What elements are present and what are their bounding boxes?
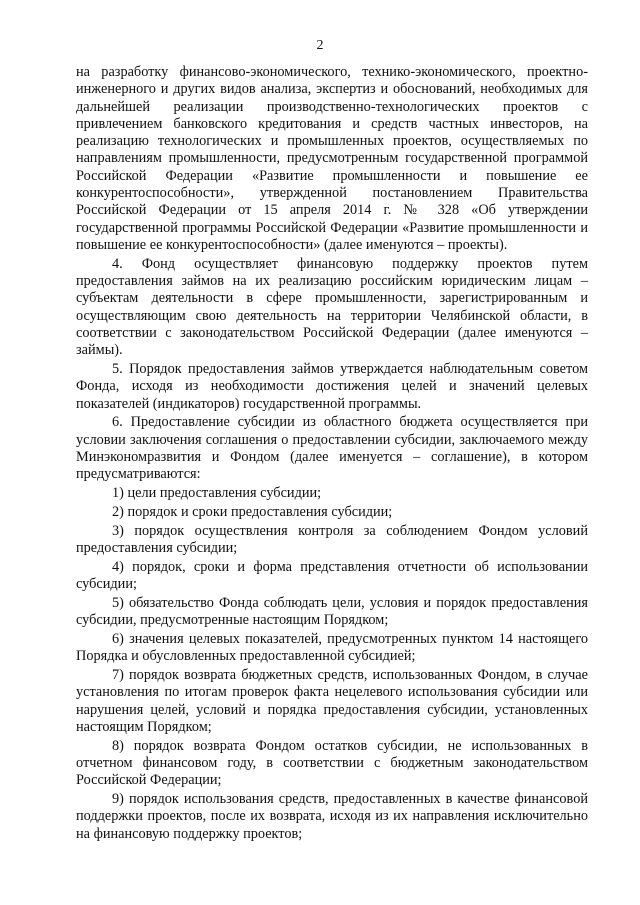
list-item-6: 6) значения целевых показателей, предусмотренных пунктом 14 настоящего Порядка и обусловленных предоставленной субсидией; xyxy=(76,631,588,665)
list-item-1: 1) цели предоставления субсидии; xyxy=(112,485,322,502)
paragraph-item-6: 6. Предоставление субсидии из областного бюджета осуществляется при условии заключения соглашения о предоставлении субсидии, заключаемого между Минэкономразвития и Фондом (далее именуется – соглашение), в котором предусматриваются: xyxy=(76,414,588,483)
list-item-3: 3) порядок осуществления контроля за соблюдением Фондом условий предоставления субсидии; xyxy=(76,522,588,557)
list-item-2: 2) порядок и сроки предоставления субсидии; xyxy=(112,503,393,520)
paragraph-continuation: на разработку финансово-экономического, технико-экономического, проектно-инженерного и других видов анализа, экспертиз и обоснований, необходимых для дальнейшей реализации производственно-технологических проектов с привлечением банковского кредитования и средств частных инвесторов, на реализацию технологических и промышленных проектов, осуществляемых по направлениям промышленности, предусмотренным государственной программой Российской Федерации «Развитие промышленности и повышение ее конкурентоспособности», утвержденной постановлением Правительства Российской Федерации от 15 апреля 2014 г. № 328 «Об утверждении государственной программы Российской Федерации «Развитие промышленности и повышение ее конкурентоспособности» (далее именуются – проекты). xyxy=(76,64,588,253)
list-item-7: 7) порядок возврата бюджетных средств, использованных Фондом, в случае установления по итогам проверок факта нецелевого использования субсидии или нарушения целей, условий и порядка предоставления субсидии, установленных настоящим Порядком; xyxy=(76,667,588,735)
document-body xyxy=(76,64,588,843)
list-item-5: 5) обязательство Фонда соблюдать цели, условия и порядок предоставления субсидии, предусмотренные настоящим Порядком; xyxy=(76,594,588,629)
list-item-4: 4) порядок, сроки и форма представления отчетности об использовании субсидии; xyxy=(76,558,588,593)
page-number: 2 xyxy=(316,38,324,53)
list-item-9: 9) порядок использования средств, предоставленных в качестве финансовой поддержки проектов, после их возврата, исходя из их направления исключительно на финансовую поддержку проектов; xyxy=(76,791,588,842)
paragraph-item-4: 4. Фонд осуществляет финансовую поддержку проектов путем предоставления займов на их реализацию российским юридическим лицам – субъектам деятельности в сфере промышленности, зарегистрированным и осуществляющим свою деятельность на территории Челябинской области, в соответствии с законодательством Российской Федерации (далее именуются – займы). xyxy=(76,255,588,359)
paragraph-item-5: 5. Порядок предоставления займов утверждается наблюдательным советом Фонда, исходя из необходимости достижения целей и значений целевых показателей (индикаторов) государственной программы. xyxy=(76,361,588,412)
list-item-8: 8) порядок возврата Фондом остатков субсидии, не использованных в отчетном финансовом году, в соответствии с бюджетным законодательством Российской Федерации; xyxy=(76,737,588,789)
